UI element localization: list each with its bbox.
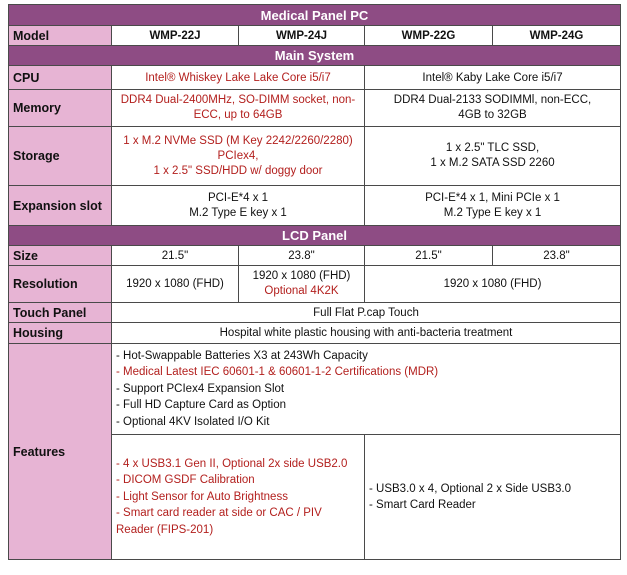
cpu-g-value: Intel® Kaby Lake Core i5/i7 — [365, 66, 621, 90]
resolution-wmp-24j — [239, 266, 365, 303]
features-label: Features — [9, 344, 112, 560]
resolution-wmp-24j-line-2: Optional 4K2K — [264, 285, 339, 297]
resolution-wmp-22j: 1920 x 1080 (FHD) — [112, 266, 239, 303]
features-g — [365, 435, 621, 560]
resolution-wmp-24j-line-1: 1920 x 1080 (FHD) — [252, 270, 351, 282]
size-row — [9, 246, 621, 266]
storage-j-line-1: 1 x M.2 NVMe SSD (M Key 2242/2260/2280) — [123, 134, 353, 147]
housing-row — [9, 323, 621, 344]
resolution-g-value: 1920 x 1080 (FHD) — [365, 266, 621, 303]
feature-common-item: - Full HD Capture Card as Option — [116, 399, 287, 412]
feature-g-item: - Smart Card Reader — [369, 499, 476, 511]
feature-j-item: - 4 x USB3.1 Gen II, Optional 2x side USB2.0 — [116, 457, 348, 470]
lcd-panel-header: LCD Panel — [9, 226, 621, 246]
memory-g-value — [365, 90, 621, 127]
features-common-row — [9, 344, 621, 435]
touch-label: Touch Panel — [9, 303, 112, 323]
cpu-label: CPU — [9, 66, 112, 90]
feature-g-item: - USB3.0 x 4, Optional 2 x Side USB3.0 — [369, 482, 571, 495]
memory-label: Memory — [9, 90, 112, 127]
feature-common-item: - Medical Latest IEC 60601-1 & 60601-1-2 Certifications (MDR) — [116, 366, 439, 379]
resolution-label: Resolution — [9, 266, 112, 303]
expansion-g-line-2: M.2 Type E key x 1 — [443, 206, 542, 219]
storage-g-value — [365, 127, 621, 186]
cpu-j-value: Intel® Whiskey Lake Lake Core i5/i7 — [112, 66, 365, 90]
main-system-band — [9, 46, 621, 66]
memory-j-value — [112, 90, 365, 127]
memory-g-line-1: DDR4 Dual-2133 SODIMMl, non-ECC, — [393, 94, 592, 106]
storage-g-line-1: 1 x 2.5" TLC SSD, — [445, 142, 540, 154]
feature-common-item: - Optional 4KV Isolated I/O Kit — [116, 415, 270, 428]
model-wmp-22g: WMP-22G — [365, 26, 493, 46]
features-common-list — [116, 348, 616, 431]
table-title: Medical Panel PC — [9, 5, 621, 26]
touch-row — [9, 303, 621, 323]
housing-value: Hospital white plastic housing with anti-bacteria treatment — [112, 323, 621, 344]
size-wmp-24g: 23.8" — [493, 246, 621, 266]
main-system-header: Main System — [9, 46, 621, 66]
feature-j-item: - DICOM GSDF Calibration — [116, 474, 255, 487]
storage-row — [9, 127, 621, 186]
expansion-j-line-1: PCI-E*4 x 1 — [207, 191, 269, 204]
model-wmp-24g: WMP-24G — [493, 26, 621, 46]
features-g-list — [369, 481, 616, 514]
storage-g-line-2: 1 x M.2 SATA SSD 2260 — [430, 157, 555, 169]
memory-j-line-2: ECC, up to 64GB — [193, 109, 283, 121]
expansion-label: Expansion slot — [9, 186, 112, 226]
model-row — [9, 26, 621, 46]
storage-label: Storage — [9, 127, 112, 186]
memory-row — [9, 90, 621, 127]
resolution-row — [9, 266, 621, 303]
housing-label: Housing — [9, 323, 112, 344]
touch-value: Full Flat P.cap Touch — [112, 303, 621, 323]
memory-j-line-1: DDR4 Dual-2400MHz, SO-DIMM socket, non- — [120, 94, 356, 106]
features-j — [112, 435, 365, 560]
storage-j-line-3: 1 x 2.5" SSD/HDD w/ doggy door — [153, 164, 323, 177]
model-wmp-22j: WMP-22J — [112, 26, 239, 46]
cpu-row — [9, 66, 621, 90]
size-wmp-24j: 23.8" — [239, 246, 365, 266]
expansion-j-line-2: M.2 Type E key x 1 — [189, 206, 287, 219]
feature-common-item: - Support PCIex4 Expansion Slot — [116, 382, 285, 395]
model-wmp-24j: WMP-24J — [239, 26, 365, 46]
expansion-j-value — [112, 186, 365, 226]
expansion-g-value — [365, 186, 621, 226]
memory-g-line-2: 4GB to 32GB — [458, 109, 527, 121]
size-wmp-22j: 21.5" — [112, 246, 239, 266]
size-wmp-22g: 21.5" — [365, 246, 493, 266]
feature-j-item: - Light Sensor for Auto Brightness — [116, 490, 288, 503]
feature-j-item: - Smart card reader at side or CAC / PIV Reader (FIPS-201) — [116, 507, 322, 536]
features-j-list — [116, 456, 360, 539]
spec-table — [8, 4, 621, 560]
size-label: Size — [9, 246, 112, 266]
lcd-panel-band — [9, 226, 621, 246]
storage-j-line-2: PCIex4, — [217, 149, 259, 162]
expansion-g-line-1: PCI-E*4 x 1, Mini PCIe x 1 — [425, 191, 560, 204]
storage-j-value — [112, 127, 365, 186]
model-label: Model — [9, 26, 112, 46]
expansion-row — [9, 186, 621, 226]
title-row — [9, 5, 621, 26]
features-common — [112, 344, 621, 435]
feature-common-item: - Hot-Swappable Batteries X3 at 243Wh Capacity — [116, 349, 368, 362]
